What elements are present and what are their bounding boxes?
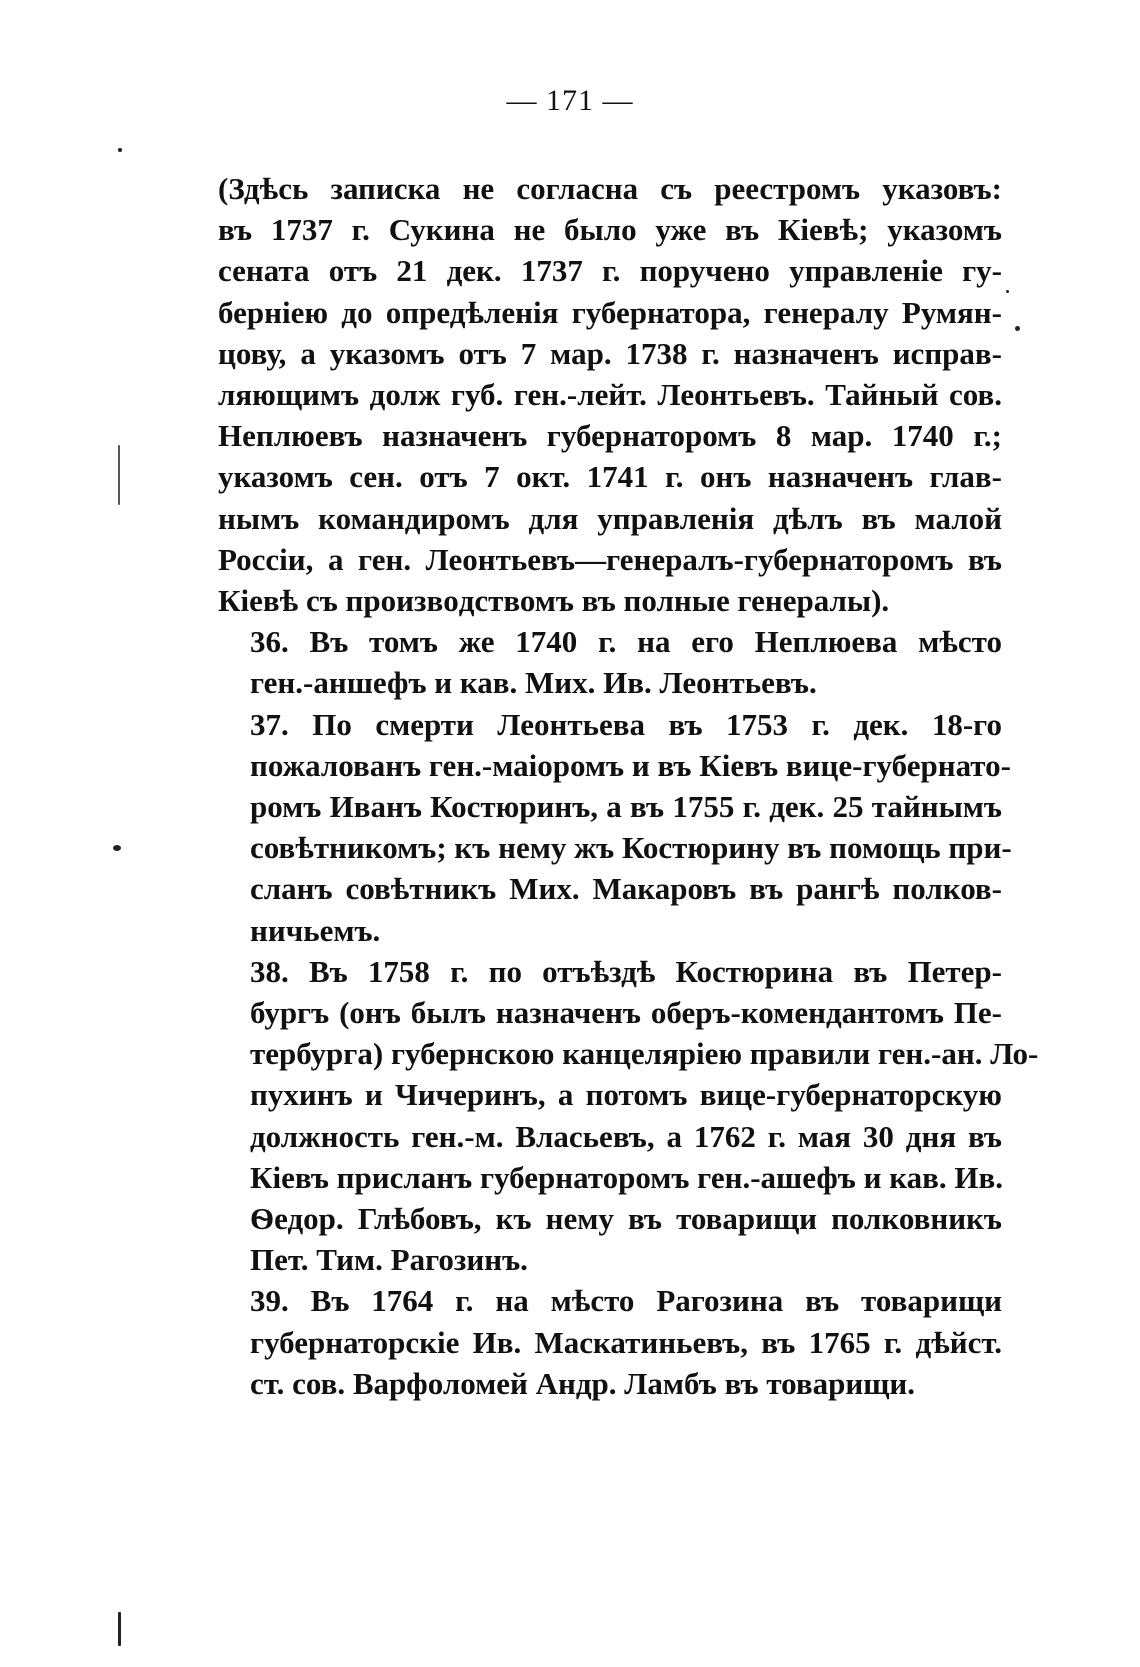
page-number: — 171 —: [506, 84, 634, 117]
text-line: ромъ Иванъ Костюринъ, а въ 1755 г. дек. 25 тайнымъ: [250, 789, 1002, 825]
text-line: Кіевѣ съ произвoдствомъ въ полные генералы).: [218, 583, 890, 619]
paragraph-39: [170, 1280, 1002, 1404]
paragraph-36: [170, 621, 1002, 703]
scan-speck: [118, 1612, 121, 1646]
text-line: (Здѣсь записка не согласна съ реестромъ указовъ:: [218, 171, 1002, 206]
text-line: Кіевъ присланъ губернаторомъ ген.-ашефъ и кав. Ив.: [250, 1159, 1003, 1195]
text-line: Россіи, а ген. Леонтьевъ—генералъ-губернаторомъ въ: [218, 541, 1002, 577]
scan-speck: [118, 445, 120, 505]
text-line: ляющимъ долж губ. ген.-лейт. Леонтьевъ. Тайный сов.: [218, 377, 1002, 413]
paragraph-note: [170, 168, 1002, 621]
text-line: Ѳедор. Глѣбовъ, къ нему въ товарищи полковникъ: [250, 1201, 1002, 1237]
text-line: нымъ командиромъ для управленія дѣлъ въ малой: [218, 500, 1002, 536]
text-line: сената отъ 21 дек. 1737 г. поручено управленіе гу-: [218, 253, 1002, 289]
paragraph-38: [170, 951, 1039, 1281]
text-line: 38. Въ 1758 г. по отъѣздѣ Костюрина въ Петер-: [250, 953, 1002, 989]
paragraph-37: [170, 704, 1012, 951]
text-line: 36. Въ томъ же 1740 г. на его Неплюева мѣсто: [250, 624, 1002, 660]
text-line: тербурга) губернскою канцеляріею правили ген.-ан. Ло-: [250, 1036, 1039, 1072]
text-line: должность ген.-м. Власьевъ, а 1762 г. мая 30 дня въ: [250, 1118, 1002, 1154]
text-line: ген.-аншефъ и кав. Мих. Ив. Леонтьевъ.: [250, 665, 817, 701]
text-line: сланъ совѣтникъ Мих. Макаровъ въ рангѣ полков-: [250, 871, 1002, 907]
text-line: ничьемъ.: [250, 912, 381, 948]
text-line: ст. сов. Варфоломей Андр. Ламбъ въ товарищи.: [250, 1365, 916, 1401]
text-line: Неплюевъ назначенъ губернаторомъ 8 мар. 1740 г.;: [218, 418, 1002, 454]
text-line: въ 1737 г. Сукина не было уже въ Кіевѣ; указомъ: [218, 212, 1002, 248]
text-block: [170, 168, 1039, 1404]
text-line: Пет. Тим. Рагозинъ.: [250, 1242, 528, 1278]
text-line: 37. По смерти Леонтьева въ 1753 г. дек. 18-го: [250, 706, 1002, 742]
text-line: совѣтникомъ; къ нему жъ Костюрину въ помощь при-: [250, 830, 1012, 866]
scan-speck: [1006, 290, 1009, 293]
text-line: пожалованъ ген.-маіоромъ и въ Кіевъ вице-губернато-: [250, 747, 1011, 783]
scan-speck: [118, 148, 122, 152]
text-line: бургъ (онъ былъ назначенъ оберъ-комендантомъ Пе-: [250, 995, 1002, 1031]
scan-speck: [113, 845, 121, 851]
text-line: 39. Въ 1764 г. на мѣсто Рагозина въ товарищи: [250, 1283, 1002, 1319]
text-line: цову, а указомъ отъ 7 мар. 1738 г. назначенъ исправ-: [218, 335, 1002, 371]
text-line: губернаторскіе Ив. Маскатиньевъ, въ 1765 г. дѣйст.: [250, 1324, 1002, 1360]
scan-speck: [1015, 326, 1020, 331]
text-line: пухинъ и Чичеринъ, а потомъ вице-губернаторскую: [250, 1077, 1002, 1113]
text-line: указомъ сен. отъ 7 окт. 1741 г. онъ назначенъ глав-: [218, 459, 1002, 495]
text-line: берніею до опредѣленія губернатора, генералу Румян-: [218, 294, 1002, 330]
